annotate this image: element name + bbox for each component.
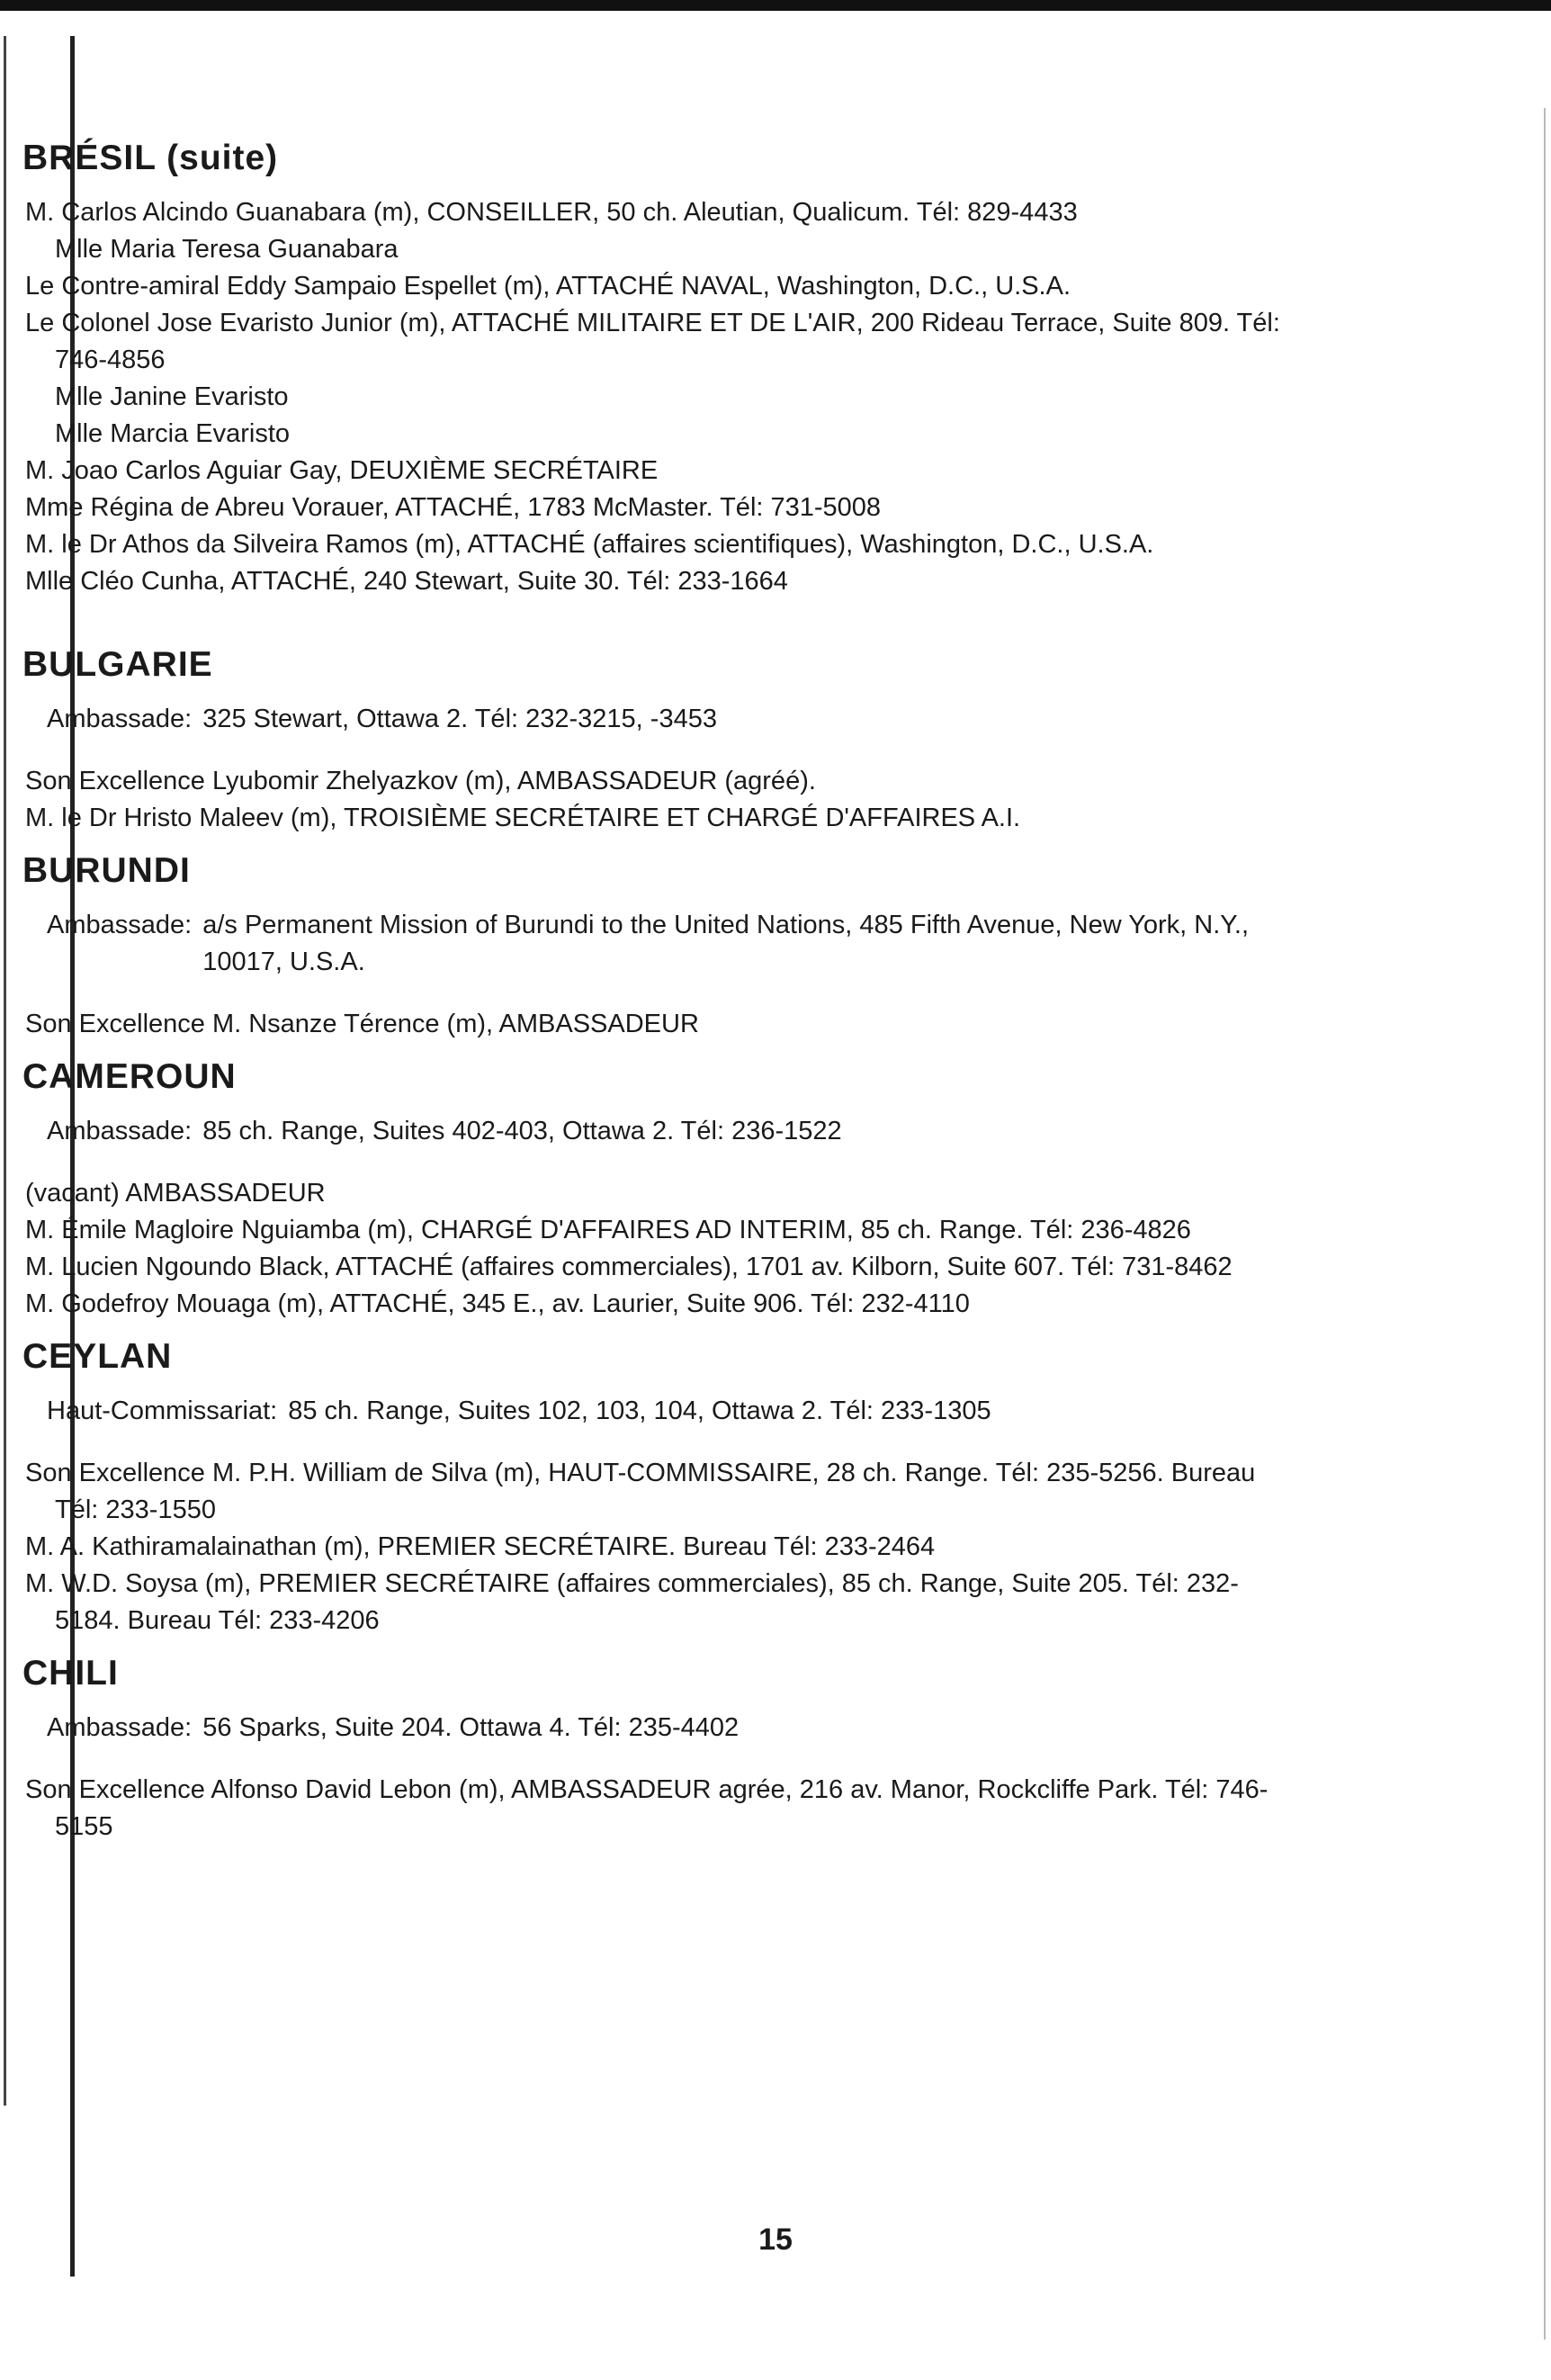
entry: Son Excellence M. Nsanze Térence (m), AMBASSADEUR (25, 1010, 699, 1038)
embassy-text: 85 ch. Range, Suites 402-403, Ottawa 2. Tél: 236-1522 (202, 1117, 842, 1145)
embassy-text: 56 Sparks, Suite 204. Ottawa 4. Tél: 235-4402 (202, 1713, 740, 1742)
section-bulgarie (22, 642, 1303, 837)
entry: M. le Dr Hristo Maleev (m), TROISIÈME SECRÉTAIRE ET CHARGÉ D'AFFAIRES A.I. (25, 804, 1021, 832)
entry: Son Excellence M. P.H. William de Silva (m), HAUT-COMMISSAIRE, 28 ch. Range. Tél: 235-5256. Bureau Tél: 233-1550 (25, 1459, 1256, 1524)
embassy-label: Ambassade: (47, 705, 193, 733)
embassy-label: Haut-Commissariat: (47, 1397, 278, 1425)
page-top-rule (0, 0, 1551, 11)
embassy-text: 325 Stewart, Ottawa 2. Tél: 232-3215, -3453 (202, 705, 717, 733)
entry: M. Joao Carlos Aguiar Gay, DEUXIÈME SECRÉTAIRE (25, 456, 659, 485)
country-heading: CHILI (22, 1654, 119, 1693)
scan-left-edge (4, 36, 6, 2106)
country-heading: BRÉSIL (suite) (22, 139, 279, 177)
entry: Le Contre-amiral Eddy Sampaio Espellet (m), ATTACHÉ NAVAL, Washington, D.C., U.S.A. (25, 272, 1071, 301)
section-chili (22, 1650, 1303, 1846)
section-burundi (22, 848, 1303, 1043)
entry: Mlle Janine Evaristo (55, 382, 289, 411)
embassy-address (25, 1393, 1303, 1430)
entry: Le Colonel Jose Evaristo Junior (m), ATTACHÉ MILITAIRE ET DE L'AIR, 200 Rideau Terrace, Suite 809. Tél: 746-4856 (25, 309, 1280, 374)
entry: M. le Dr Athos da Silveira Ramos (m), ATTACHÉ (affaires scientifiques), Washington, D.C., U.S.A. (25, 530, 1154, 559)
entry: M. W.D. Soysa (m), PREMIER SECRÉTAIRE (affaires commerciales), 85 ch. Range, Suite 205. Tél: 232-5184. Bureau Tél: 233-4206 (25, 1569, 1239, 1635)
embassy-text: a/s Permanent Mission of Burundi to the United Nations, 485 Fifth Avenue, New York, N.Y., 10017, U.S.A. (202, 911, 1250, 976)
country-heading: CAMEROUN (22, 1057, 237, 1096)
entry: (vacant) AMBASSADEUR (25, 1179, 326, 1208)
section-bresil (22, 135, 1303, 600)
page-number: 15 (758, 2223, 793, 2257)
country-heading: CEYLAN (22, 1337, 173, 1376)
embassy-label: Ambassade: (47, 911, 193, 939)
section-cameroun (22, 1054, 1303, 1323)
entry: Mlle Marcia Evaristo (55, 419, 291, 448)
entry: Mlle Maria Teresa Guanabara (55, 235, 399, 264)
entry: Mlle Cléo Cunha, ATTACHÉ, 240 Stewart, Suite 30. Tél: 233-1664 (25, 567, 788, 596)
embassy-label: Ambassade: (47, 1117, 193, 1145)
entry: M. Émile Magloire Nguiamba (m), CHARGÉ D'AFFAIRES AD INTERIM, 85 ch. Range. Tél: 236-4826 (25, 1216, 1191, 1244)
country-heading: BURUNDI (22, 851, 191, 890)
entry: M. A. Kathiramalainathan (m), PREMIER SECRÉTAIRE. Bureau Tél: 233-2464 (25, 1532, 936, 1561)
embassy-address (25, 907, 1303, 981)
embassy-text: 85 ch. Range, Suites 102, 103, 104, Ottawa 2. Tél: 233-1305 (288, 1397, 991, 1425)
entry: M. Carlos Alcindo Guanabara (m), CONSEILLER, 50 ch. Aleutian, Qualicum. Tél: 829-4433 (25, 198, 1078, 227)
section-ceylan (22, 1334, 1303, 1639)
embassy-address (25, 1710, 1303, 1747)
entry: M. Godefroy Mouaga (m), ATTACHÉ, 345 E., av. Laurier, Suite 906. Tél: 232-4110 (25, 1289, 970, 1318)
entry: Son Excellence Lyubomir Zhelyazkov (m), AMBASSADEUR (agréé). (25, 767, 816, 795)
embassy-label: Ambassade: (47, 1713, 193, 1742)
entry: Son Excellence Alfonso David Lebon (m), AMBASSADEUR agrée, 216 av. Manor, Rockcliffe Park. Tél: 746-5155 (25, 1775, 1269, 1841)
entry: M. Lucien Ngoundo Black, ATTACHÉ (affaires commerciales), 1701 av. Kilborn, Suite 607. Tél: 731-8462 (25, 1253, 1233, 1281)
entry: Mme Régina de Abreu Vorauer, ATTACHÉ, 1783 McMaster. Tél: 731-5008 (25, 493, 882, 522)
directory-page (22, 135, 1303, 1846)
embassy-address (25, 701, 1303, 738)
scan-right-edge (1544, 108, 1546, 2340)
country-heading: BULGARIE (22, 645, 213, 684)
embassy-address (25, 1113, 1303, 1150)
